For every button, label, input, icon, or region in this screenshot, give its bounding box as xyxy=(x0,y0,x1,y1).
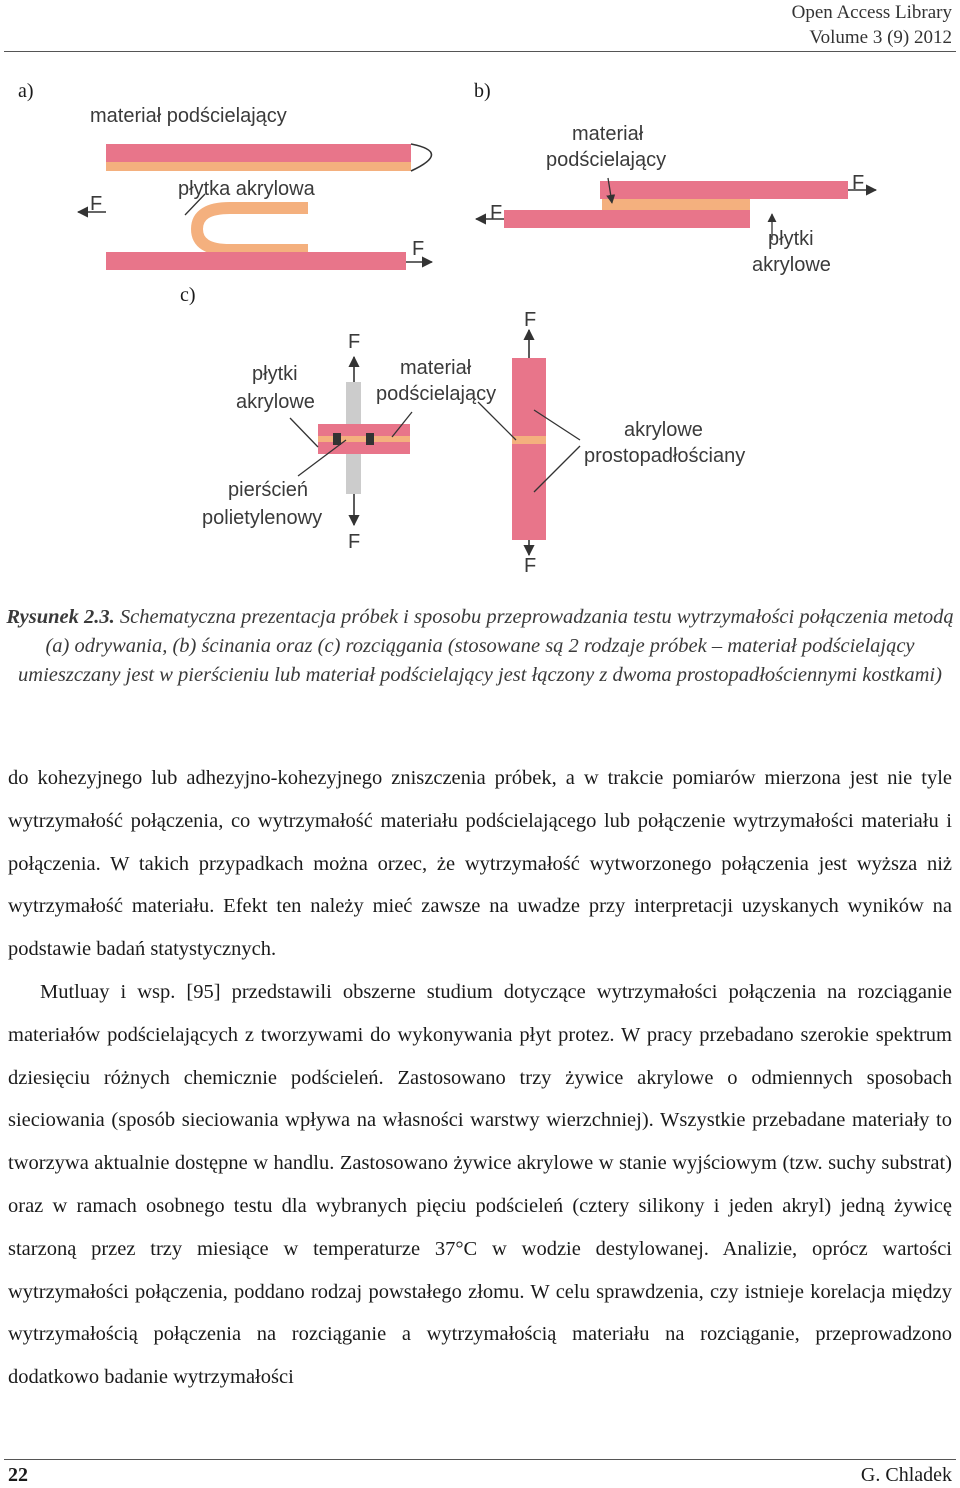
figure-caption xyxy=(4,603,956,690)
label-liner-c-2: podścielający xyxy=(376,383,497,405)
panel-label-b: b) xyxy=(474,80,491,102)
test-schematic xyxy=(0,60,960,600)
body-text xyxy=(8,757,952,1399)
label-plates-b-1: płytki xyxy=(768,228,814,250)
panel-c-tensile-test xyxy=(202,309,745,577)
force-label-b-left: F xyxy=(490,202,503,224)
label-liner-b-2: podścielający xyxy=(546,149,667,171)
label-liner-a: materiał podścielający xyxy=(90,105,287,127)
force-label-a-right: F xyxy=(412,238,425,260)
block-liner xyxy=(512,436,546,444)
journal-header xyxy=(792,0,952,50)
force-label-block-bottom: F xyxy=(524,555,537,577)
paragraph-2: Mutluay i wsp. [95] przedstawili obszerne studium dotyczące wytrzymałości połączenia na rozciąganie materiałów podścielających z tworzywami do wykonywania płyt protez. W pracy przebadano szerokie spektrum dziesięciu różnych chemicznie podścieleń. Zastosowano trzy żywice akrylowe o odmiennych sposobach sieciowania (sposób sieciowania wpływa na własności warstwy wierzchniej). Wszystkie przebadane materiały to tworzywa aktualnie dostępne w handlu. Zastosowano żywice akrylowe w stanie wyjściowym (tzw. suchy substrat) oraz w ramach osobnego testu dla wybranych pięciu podścieleń (cztery silikony i jeden akryl) jedną żywicę starzoną przez trzy miesiące w temperaturze 37°C w wodzie destylowanej. Analizie, oprócz wartości wytrzymałości połączenia, poddano rodzaj powstałego złomu. W celu sprawdzenia, czy istnieje korelacja między wytrzymałością połączenia na rozciąganie a wytrzymałością materiału na rozciąganie, przeprowadzono dodatkowo badanie wytrzymałości xyxy=(8,980,952,1389)
label-blocks-1: akrylowe xyxy=(624,419,703,441)
block-top xyxy=(512,358,546,436)
header-divider xyxy=(4,51,956,52)
force-label-block-top: F xyxy=(524,309,537,331)
label-plates-c-1: płytki xyxy=(252,363,298,385)
peel-curve xyxy=(411,144,432,171)
caption-text: Schematyczna prezentacja próbek i sposobu przeprowadzania testu wytrzymałości połączenia metodą (a) odrywania, (b) ścinania oraz (c) rozciągania (stosowane są 2 rodzaje próbek – materiał podścielający umieszczany jest w pierścieniu lub materiał podścielający jest łączony z dwoma prostopadłościennymi kostkami) xyxy=(18,606,954,686)
pointer-liner-block xyxy=(478,402,516,440)
label-plates-b-2: akrylowe xyxy=(752,254,831,276)
liner-overlap xyxy=(602,199,750,210)
acrylic-plate-bottom xyxy=(106,252,406,270)
force-label-ring-bottom: F xyxy=(348,531,361,553)
author-name: G. Chladek xyxy=(860,1464,952,1486)
caption-label: Rysunek 2.3. xyxy=(6,606,115,628)
paragraph-1: do kohezyjnego lub adhezyjno-kohezyjnego zniszczenia próbek, a w trakcie pomiarów mierzona jest nie tyle wytrzymałość połączenia, co wytrzymałość materiału podścielającego lub połączenie wytrzymałości materiału i połączenia. W takich przypadkach można orzec, że wytrzymałość wytworzonego połączenia jest wyższa niż wytrzymałość materiału. Efekt ten należy mieć zawsze na uwadze przy interpretacji uzyskanych wyników na podstawie badań statystycznych. xyxy=(8,767,952,961)
ring-plate-bottom xyxy=(318,442,410,454)
force-label-b-right: F xyxy=(852,172,865,194)
force-label-a-left: F xyxy=(90,193,103,215)
label-plate-a: płytka akrylowa xyxy=(178,178,315,200)
panel-label-a: a) xyxy=(18,80,34,102)
ring-plate-top xyxy=(318,424,410,436)
label-blocks-2: prostopadłościany xyxy=(584,445,746,467)
label-ring-c-1: pierścień xyxy=(228,479,309,501)
label-liner-c-1: materiał xyxy=(400,357,472,379)
ring-liner xyxy=(318,436,410,442)
panel-label-c: c) xyxy=(180,284,196,306)
ring-seal-left xyxy=(333,433,341,445)
journal-volume: Volume 3 (9) 2012 xyxy=(809,27,952,48)
label-plates-c-2: akrylowe xyxy=(236,391,315,413)
force-label-ring-top: F xyxy=(348,331,361,353)
ring-seal-right xyxy=(366,433,374,445)
footer-divider xyxy=(4,1459,956,1460)
liner-layer-top xyxy=(106,162,411,171)
acrylic-plate-upper xyxy=(600,181,848,199)
journal-title: Open Access Library xyxy=(791,2,952,23)
block-bottom xyxy=(512,444,546,540)
page-number: 22 xyxy=(8,1464,28,1486)
acrylic-plate-lower xyxy=(504,210,750,228)
acrylic-plate-top xyxy=(106,144,411,162)
figure-diagram xyxy=(0,60,960,600)
label-liner-b-1: materiał xyxy=(572,123,644,145)
label-ring-c-2: polietylenowy xyxy=(202,507,323,529)
peeled-liner-strip xyxy=(197,208,308,250)
pointer-plates-c xyxy=(290,418,318,447)
panel-a-peel-test xyxy=(78,105,432,270)
panel-b-shear-test xyxy=(476,123,876,276)
